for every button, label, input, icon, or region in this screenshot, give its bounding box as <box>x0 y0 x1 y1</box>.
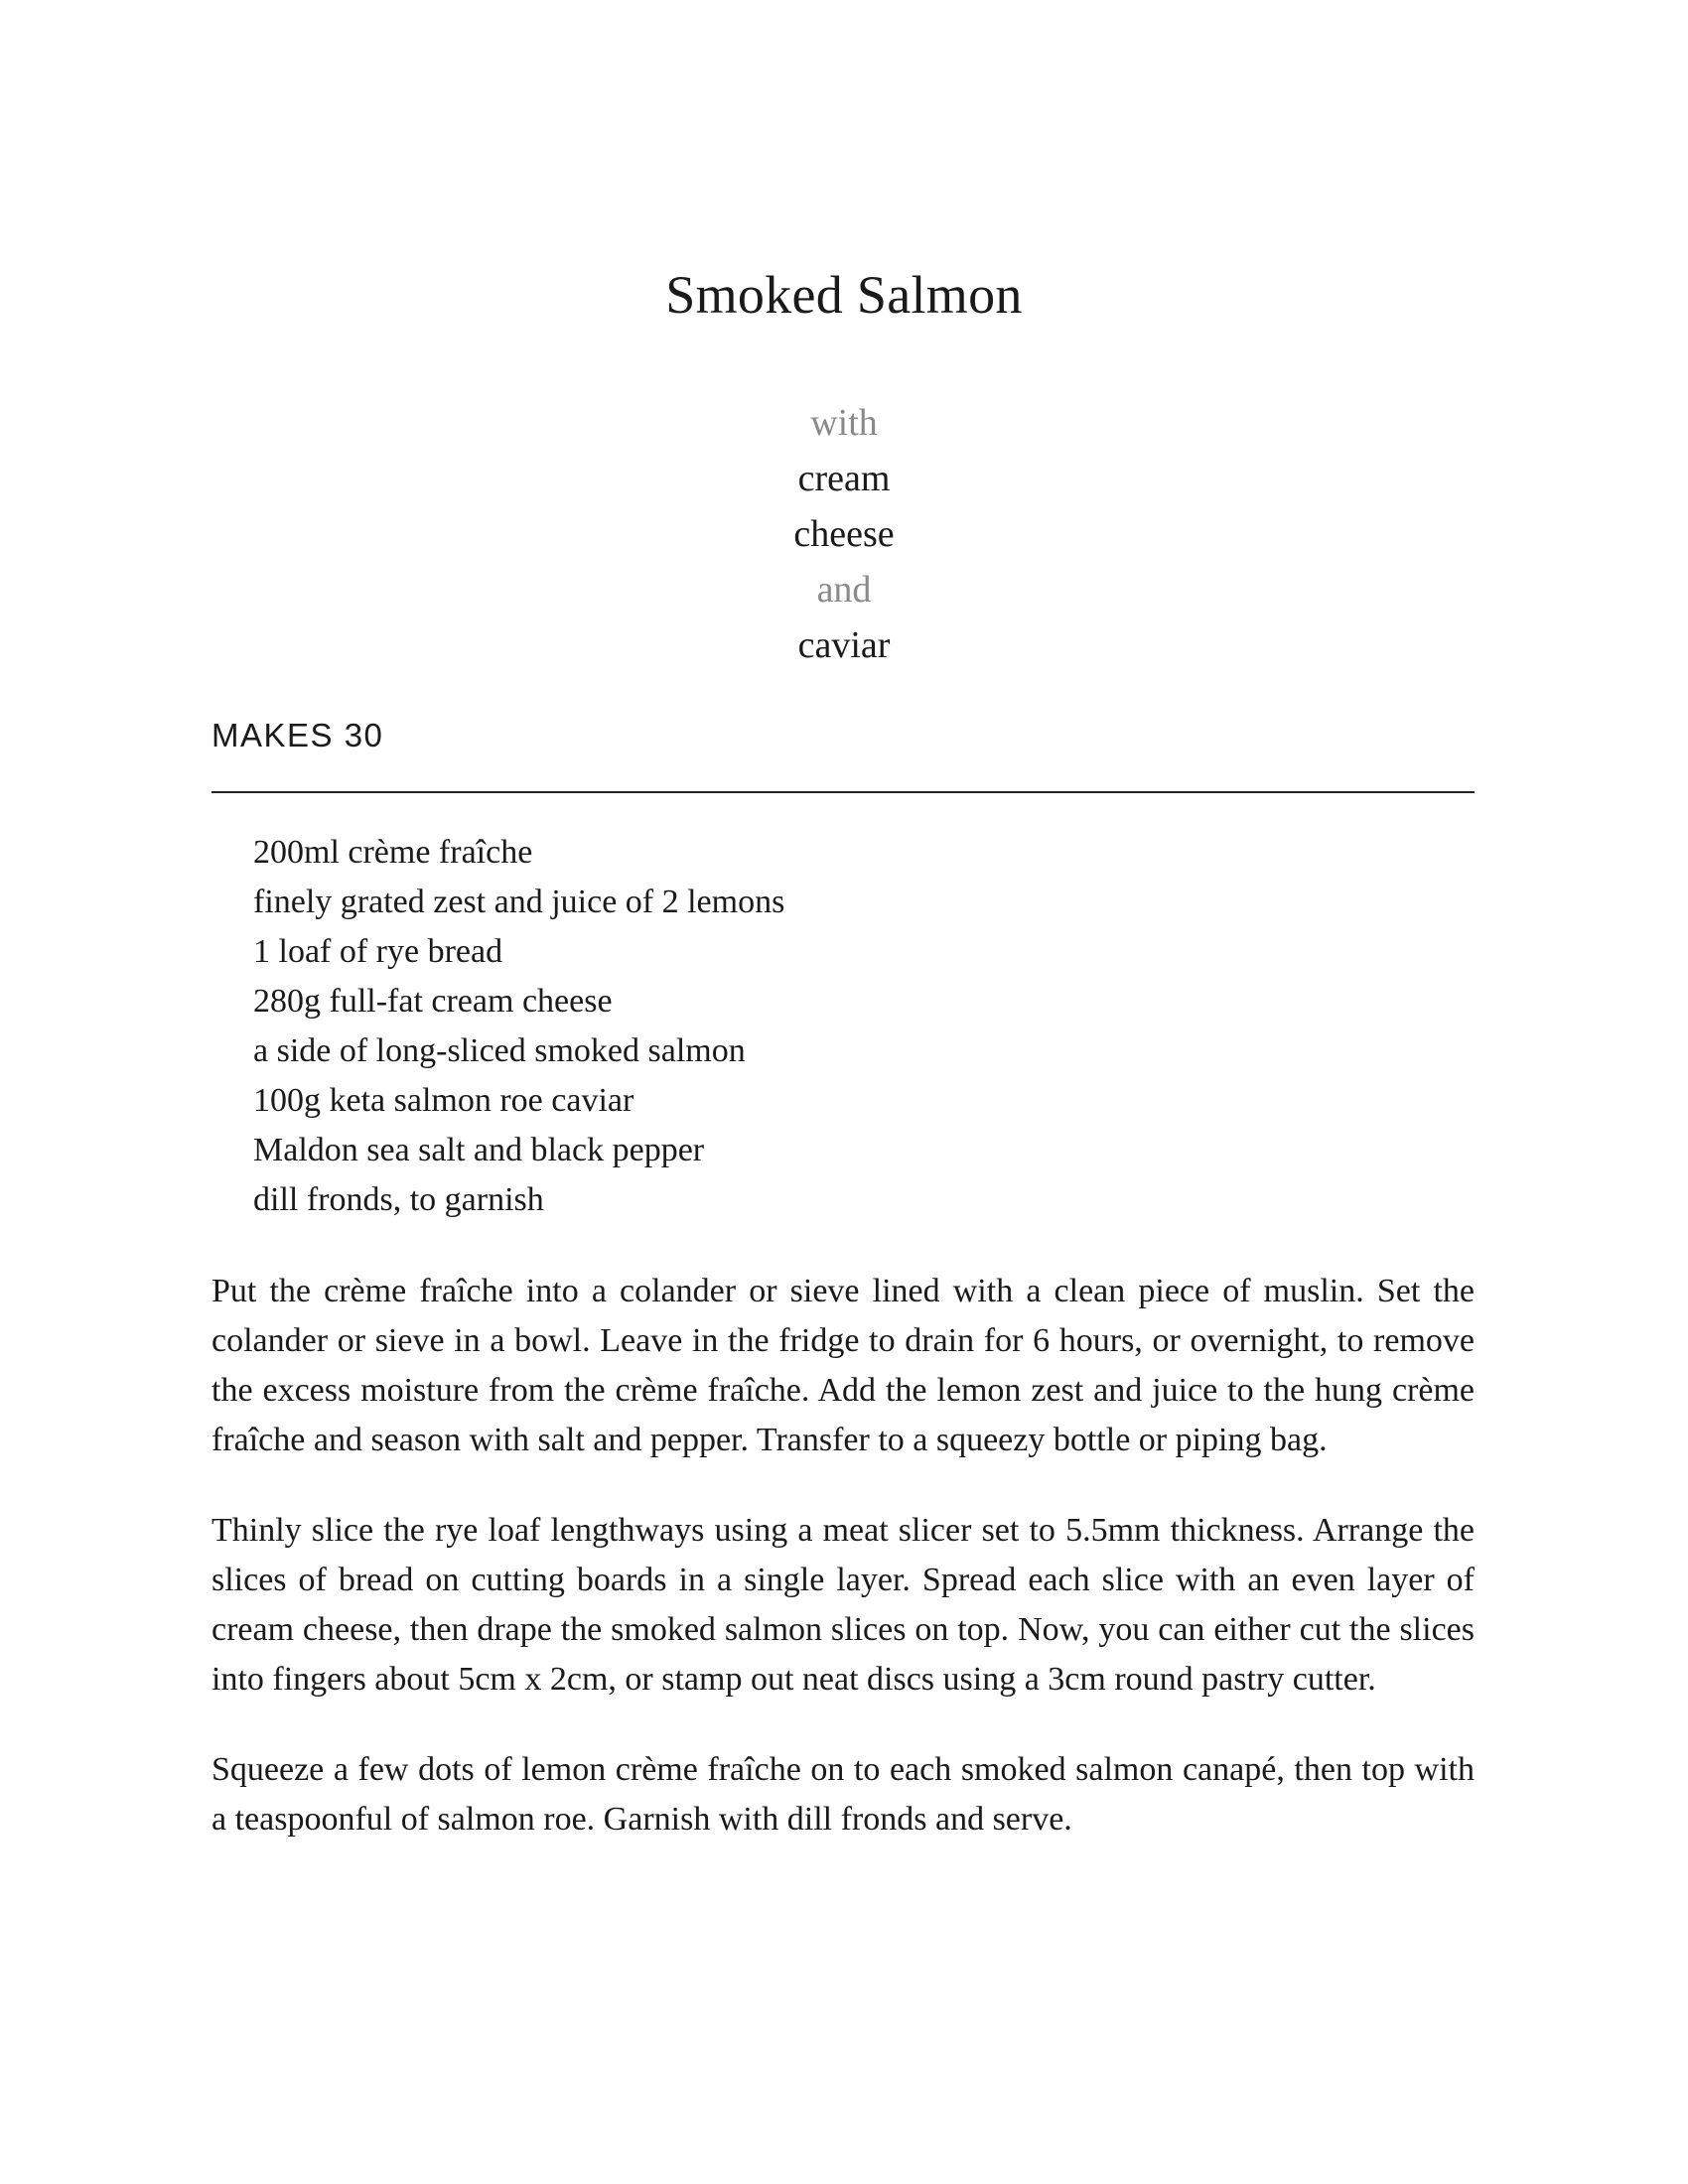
ingredient-item: 1 loaf of rye bread <box>253 933 503 970</box>
subtitle-word-and: and <box>816 569 872 611</box>
method-section <box>211 1267 1475 1885</box>
subtitle-word-cheese: cheese <box>793 513 895 555</box>
yield-label: MAKES 30 <box>211 717 384 753</box>
method-step-2: Thinly slice the rye loaf lengthways using a meat slicer set to 5.5mm thickness. Arrange the slices of bread on cutting boards in a single layer. Spread each slice with an even layer of cream cheese, then drape the smoked salmon slices on top. Now, you can either cut the slices into fingers about 5cm x 2cm, or stamp out neat discs using a 3cm round pastry cutter. <box>211 1512 1475 1698</box>
ingredient-item: 280g full-fat cream cheese <box>253 983 613 1020</box>
section-divider <box>211 791 1475 793</box>
recipe-subtitle <box>0 395 1688 673</box>
ingredient-item: finely grated zest and juice of 2 lemons <box>253 884 785 920</box>
recipe-title: Smoked Salmon <box>665 265 1023 325</box>
ingredient-item: 200ml crème fraîche <box>253 834 533 871</box>
ingredient-item: a side of long-sliced smoked salmon <box>253 1032 746 1069</box>
subtitle-word-caviar: caviar <box>797 624 891 666</box>
ingredients-list <box>253 828 784 1225</box>
method-step-1: Put the crème fraîche into a colander or sieve lined with a clean piece of muslin. Set the colander or sieve in a bowl. Leave in the fridge to drain for 6 hours, or overnight, to remove the excess moisture from the crème fraîche. Add the lemon zest and juice to the hung crème fraîche and season with salt and pepper. Transfer to a squeezy bottle or piping bag. <box>211 1273 1475 1458</box>
ingredient-item: dill fronds, to garnish <box>253 1181 544 1218</box>
subtitle-word-cream: cream <box>797 458 891 499</box>
ingredient-item: 100g keta salmon roe caviar <box>253 1082 634 1119</box>
ingredient-item: Maldon sea salt and black pepper <box>253 1132 705 1168</box>
subtitle-word-with: with <box>810 402 878 444</box>
method-step-3: Squeeze a few dots of lemon crème fraîche on to each smoked salmon canapé, then top with a teaspoonful of salmon roe. Garnish with dill fronds and serve. <box>211 1751 1475 1838</box>
